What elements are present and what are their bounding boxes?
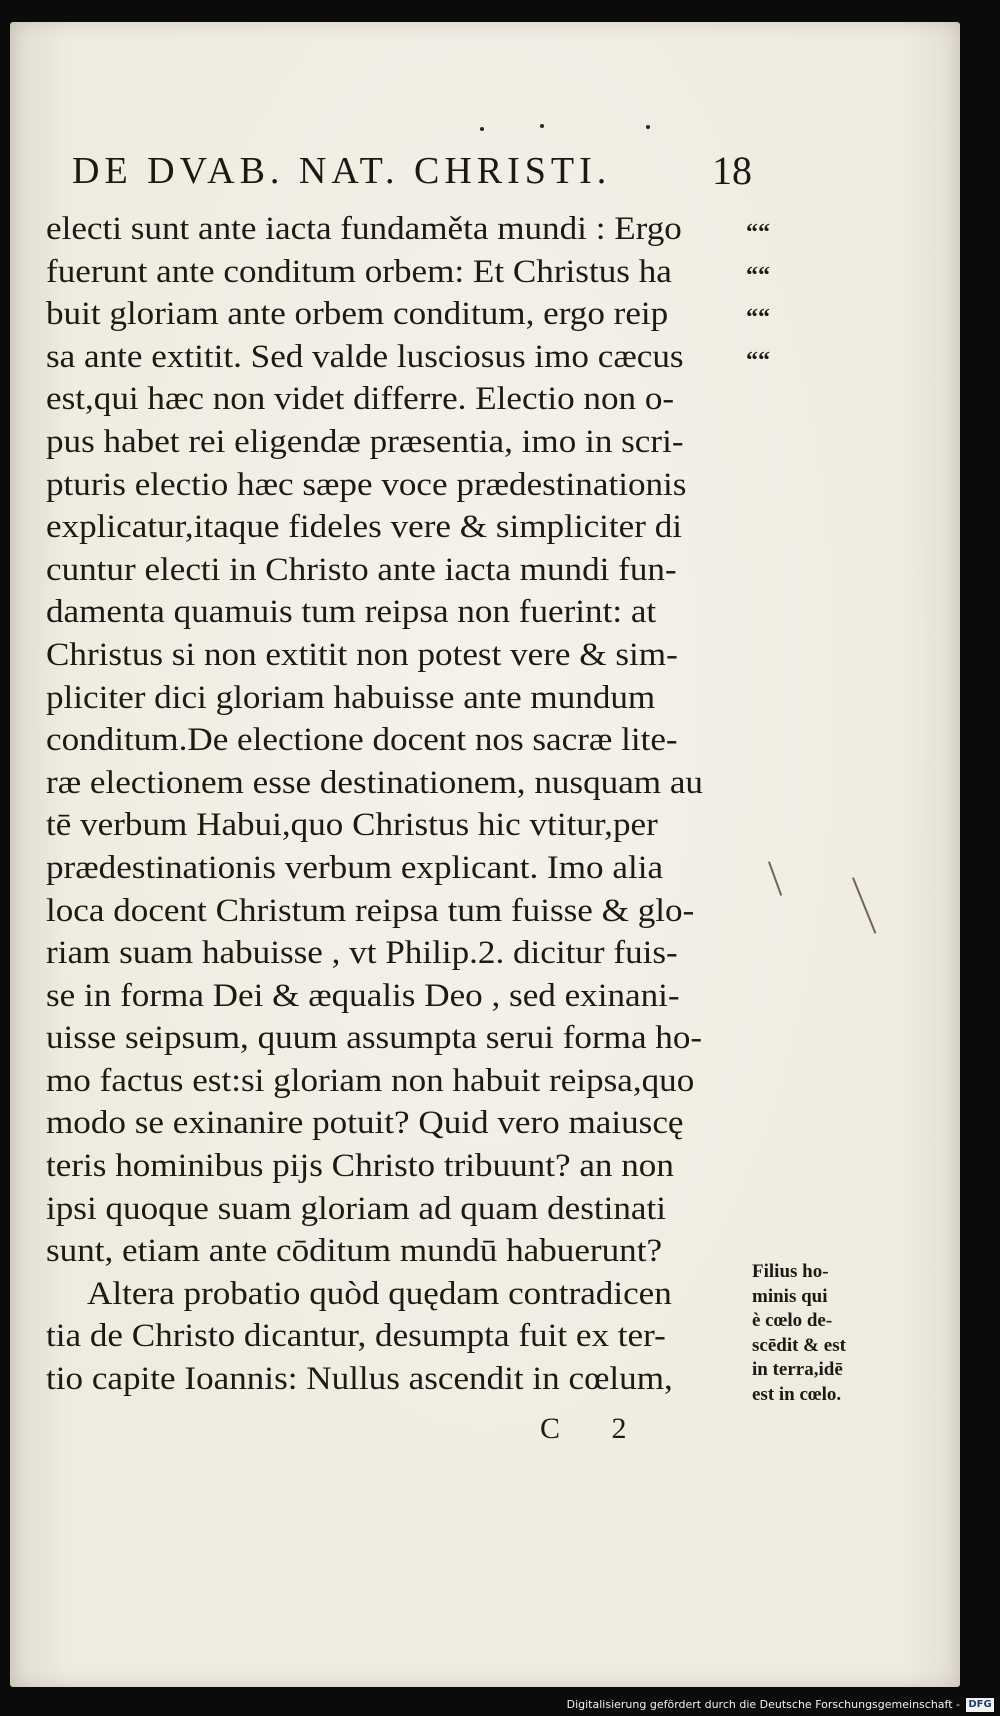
text-line: prædestinationis verbum explicant. Imo alia xyxy=(46,849,664,886)
marginal-note-line: in terra,idē xyxy=(752,1359,843,1380)
text-line: conditum.De electione docent nos sacræ lite- xyxy=(46,722,678,759)
marginal-note-line: est in cœlo. xyxy=(752,1383,842,1405)
footer-bar xyxy=(0,1696,1000,1716)
text-line: tia de Christo dicantur, desumpta fuit ex ter- xyxy=(46,1318,666,1355)
text-line: tio capite Ioannis: Nullus ascendit in cœlum, xyxy=(46,1361,673,1398)
text-line: teris hominibus pijs Christo tribuunt? an non xyxy=(46,1148,674,1185)
funding-credit: Digitalisierung gefördert durch die Deutsche Forschungsgemeinschaft - xyxy=(566,1698,960,1711)
book-page xyxy=(10,22,960,1687)
ornament-dot xyxy=(480,127,484,131)
body-text xyxy=(46,208,746,1401)
marginal-note-line: Filius ho- xyxy=(752,1261,829,1282)
text-line: Altera probatio quòd quędam contradicen xyxy=(87,1275,672,1312)
margin-quote-marks xyxy=(746,212,786,382)
stray-pen-mark xyxy=(768,861,782,896)
marginal-note xyxy=(752,1260,902,1407)
marginal-note-line: minis qui xyxy=(752,1285,828,1307)
text-line: loca docent Christum reipsa tum fuisse & glo- xyxy=(46,892,695,929)
text-line: fuerunt ante conditum orbem: Et Christus ha xyxy=(46,253,672,290)
text-line: ipsi quoque suam gloriam ad quam destinati xyxy=(46,1190,667,1227)
text-line: riam suam habuisse , vt Philip.2. dicitur fuis- xyxy=(46,935,678,972)
text-line: pliciter dici gloriam habuisse ante mundum xyxy=(46,679,656,716)
text-line: pturis electio hæc sæpe voce prædestinationis xyxy=(46,466,687,503)
signature-mark: C 2 xyxy=(540,1412,649,1445)
ornament-dots xyxy=(10,127,960,137)
text-line: Christus si non extitit non potest vere & sim- xyxy=(46,636,678,673)
margin-quote: ““ xyxy=(746,305,770,332)
margin-quote: ““ xyxy=(746,347,770,374)
running-head xyxy=(72,146,752,196)
margin-quote: ““ xyxy=(746,262,770,289)
marginal-note-line: è cœlo de- xyxy=(752,1310,833,1331)
ornament-dot xyxy=(646,125,650,129)
text-line: damenta quamuis tum reipsa non fuerint: at xyxy=(46,594,657,631)
page-number: 18 xyxy=(712,148,752,193)
ornament-dot xyxy=(540,124,544,128)
running-head-title: DE DVAB. NAT. CHRISTI. xyxy=(72,150,612,192)
text-line: electi sunt ante iacta fundaměta mundi : Ergo xyxy=(46,211,682,247)
text-line: se in forma Dei & æqualis Deo , sed exinani- xyxy=(46,977,680,1014)
text-line: sunt, etiam ante cōditum mundū habuerunt? xyxy=(46,1233,663,1270)
dfg-logo: DFG xyxy=(966,1698,994,1712)
text-line: tē verbum Habui,quo Christus hic vtitur,per xyxy=(46,807,658,844)
text-line: mo factus est:si gloriam non habuit reipsa,quo xyxy=(46,1062,695,1099)
stray-pen-mark xyxy=(852,877,876,933)
text-line: ræ electionem esse destinationem, nusquam au xyxy=(46,764,703,801)
text-line: buit gloriam ante orbem conditum, ergo reip xyxy=(46,296,669,333)
text-line: pus habet rei eligendæ præsentia, imo in scri- xyxy=(46,423,684,460)
text-line: cuntur electi in Christo ante iacta mundi fun- xyxy=(46,551,677,588)
text-line: est,qui hæc non videt differre. Electio non o- xyxy=(46,381,675,418)
marginal-note-line: scēdit & est xyxy=(752,1334,846,1356)
text-line: explicatur,itaque fideles vere & simpliciter di xyxy=(46,509,683,546)
margin-quote: ““ xyxy=(746,220,770,246)
text-line: uisse seipsum, quum assumpta serui forma ho- xyxy=(46,1020,703,1057)
text-line: modo se exinanire potuit? Quid vero maiuscę xyxy=(46,1105,684,1142)
text-line: sa ante extitit. Sed valde lusciosus imo cæcus xyxy=(46,338,684,375)
